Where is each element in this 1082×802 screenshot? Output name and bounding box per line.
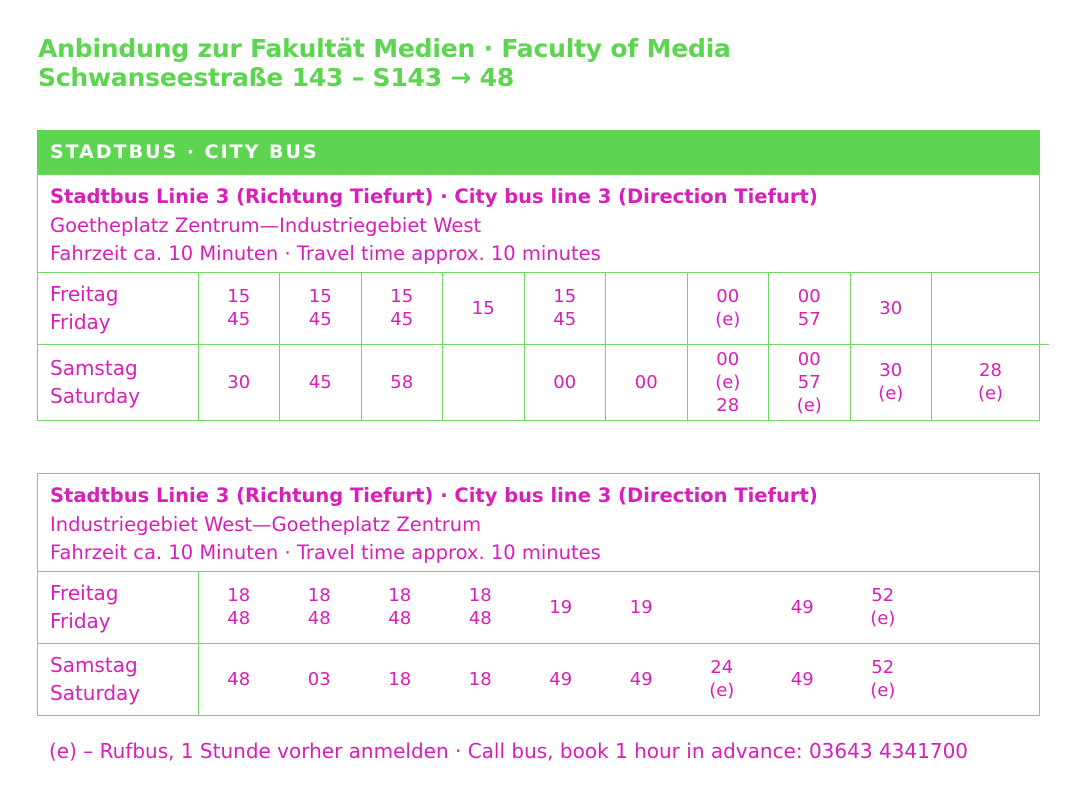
departure-cell	[850, 344, 932, 420]
departure-minute: 57	[797, 371, 821, 393]
timetable-row	[38, 344, 1049, 420]
departure-minute: 19	[629, 596, 653, 618]
footnote: (e) – Rufbus, 1 Stunde vorher anmelden · Call bus, book 1 hour in advance: 03643 4341700	[49, 739, 969, 763]
departure-cell	[923, 643, 1040, 715]
departure-cell	[198, 643, 279, 715]
departure-minute: (e)	[977, 383, 1004, 405]
travel-time: Fahrzeit ca. 10 Minuten · Travel time approx. 10 minutes	[50, 242, 601, 265]
departure-minute: (e)	[709, 680, 735, 702]
departure-cell	[769, 273, 851, 344]
departure-cell	[360, 572, 441, 643]
departure-minute: 28	[979, 360, 1002, 382]
departure-minute: 00	[797, 348, 821, 370]
departure-minute: 00	[716, 348, 740, 370]
departure-cell	[762, 572, 843, 643]
route-name: Industriegebiet West—Goetheplatz Zentrum	[50, 512, 482, 536]
departure-cell	[443, 344, 525, 420]
departure-cell	[198, 273, 280, 344]
departure-minute: 15	[471, 297, 495, 319]
timetable-grid	[38, 273, 1049, 420]
departure-cell	[606, 344, 688, 420]
departure-cell	[440, 572, 521, 643]
departure-minute: 18	[468, 585, 492, 607]
departure-minute: 19	[549, 596, 573, 618]
line-title: Stadtbus Linie 3 (Richtung Tiefurt) · City bus line 3 (Direction Tiefurt)	[50, 484, 818, 507]
departure-cell	[198, 344, 280, 420]
departure-minute: (e)	[878, 383, 904, 405]
timetable-grid	[38, 572, 1040, 715]
departure-minute: 18	[227, 585, 251, 607]
departure-cell	[440, 643, 521, 715]
departure-cell	[280, 273, 362, 344]
page-title	[38, 34, 731, 92]
departure-minute: 48	[307, 608, 331, 630]
departure-minute: 45	[308, 309, 332, 331]
route-name: Goetheplatz Zentrum—Industriegebiet West	[50, 213, 482, 237]
departure-minute: 30	[879, 297, 903, 319]
departure-minute: 28	[716, 394, 740, 416]
departure-minute: 24	[710, 657, 734, 679]
departure-cell	[932, 344, 1050, 420]
timetable-header	[38, 474, 1039, 572]
page-title-line-1: Anbindung zur Fakultät Medien · Faculty of Media	[38, 34, 731, 63]
section-header: STADTBUS · CITY BUS	[37, 130, 1040, 174]
departure-cell	[682, 572, 763, 643]
timetable-block-outbound	[37, 174, 1040, 421]
departure-minute: 15	[308, 286, 332, 308]
departure-minute: 18	[307, 585, 331, 607]
departure-minute: 00	[716, 286, 740, 308]
departure-minute: (e)	[715, 309, 741, 331]
departure-minute: 58	[390, 371, 414, 393]
departure-cell	[601, 572, 682, 643]
day-label-en: Friday	[50, 310, 111, 335]
departure-cell	[762, 643, 843, 715]
departure-cell	[687, 344, 769, 420]
departure-minute: 45	[308, 371, 332, 393]
departure-cell	[360, 643, 441, 715]
travel-time: Fahrzeit ca. 10 Minuten · Travel time approx. 10 minutes	[50, 541, 601, 564]
departure-minute: (e)	[796, 394, 822, 416]
departure-cell	[524, 344, 606, 420]
departure-minute: 03	[307, 668, 331, 690]
departure-minute: 00	[634, 371, 658, 393]
departure-minute: 00	[797, 286, 821, 308]
departure-minute: 18	[468, 668, 492, 690]
day-label	[38, 643, 198, 715]
departure-cell	[843, 643, 924, 715]
day-label	[38, 273, 198, 344]
timetable-row	[38, 643, 1040, 715]
departure-minute: 49	[790, 668, 814, 690]
departure-minute: (e)	[715, 371, 741, 393]
departure-cell	[279, 572, 360, 643]
departure-minute: 49	[629, 668, 653, 690]
departure-cell	[521, 572, 602, 643]
departure-cell	[198, 572, 279, 643]
day-label-en: Saturday	[50, 681, 141, 706]
departure-minute: 45	[553, 309, 577, 331]
departure-minute: 15	[390, 286, 414, 308]
departure-minute: 52	[871, 657, 895, 679]
departure-minute: 30	[227, 371, 251, 393]
departure-cell	[687, 273, 769, 344]
departure-minute: 57	[797, 309, 821, 331]
departure-minute: 18	[388, 585, 412, 607]
departure-cell	[850, 273, 932, 344]
departure-minute: 49	[790, 596, 814, 618]
day-label-en: Saturday	[50, 384, 141, 409]
departure-cell	[524, 273, 606, 344]
departure-minute: 48	[388, 608, 412, 630]
departure-minute: 48	[227, 668, 251, 690]
day-label-de: Samstag	[50, 356, 138, 381]
departure-minute: 30	[879, 360, 903, 382]
departure-cell	[601, 643, 682, 715]
departure-minute: 15	[227, 286, 251, 308]
departure-cell	[843, 572, 924, 643]
departure-cell	[361, 273, 443, 344]
timetable-block-return	[37, 473, 1040, 716]
departure-minute: 48	[468, 608, 492, 630]
departure-cell	[682, 643, 763, 715]
departure-minute: 49	[549, 668, 573, 690]
departure-cell	[521, 643, 602, 715]
departure-minute: (e)	[870, 608, 896, 630]
day-label-de: Freitag	[50, 282, 119, 307]
departure-minute: 45	[390, 309, 414, 331]
page-title-line-2: Schwanseestraße 143 – S143 → 48	[38, 63, 515, 92]
departure-cell	[923, 572, 1040, 643]
day-label-de: Freitag	[50, 581, 119, 606]
departure-cell	[280, 344, 362, 420]
departure-minute: 52	[871, 585, 895, 607]
departure-minute: (e)	[870, 680, 896, 702]
timetable-header	[38, 175, 1039, 273]
timetable-row	[38, 572, 1040, 643]
day-label-en: Friday	[50, 609, 111, 634]
departure-minute: 48	[227, 608, 251, 630]
line-title: Stadtbus Linie 3 (Richtung Tiefurt) · City bus line 3 (Direction Tiefurt)	[50, 185, 818, 208]
day-label-de: Samstag	[50, 653, 138, 678]
departure-minute: 00	[553, 371, 577, 393]
departure-minute: 45	[227, 309, 251, 331]
departure-cell	[443, 273, 525, 344]
timetable-row	[38, 273, 1049, 344]
departure-minute: 18	[388, 668, 412, 690]
departure-cell	[606, 273, 688, 344]
departure-cell	[361, 344, 443, 420]
day-label	[38, 572, 198, 643]
day-label	[38, 344, 198, 420]
departure-cell	[932, 273, 1050, 344]
departure-cell	[769, 344, 851, 420]
departure-minute: 15	[553, 286, 577, 308]
departure-cell	[279, 643, 360, 715]
